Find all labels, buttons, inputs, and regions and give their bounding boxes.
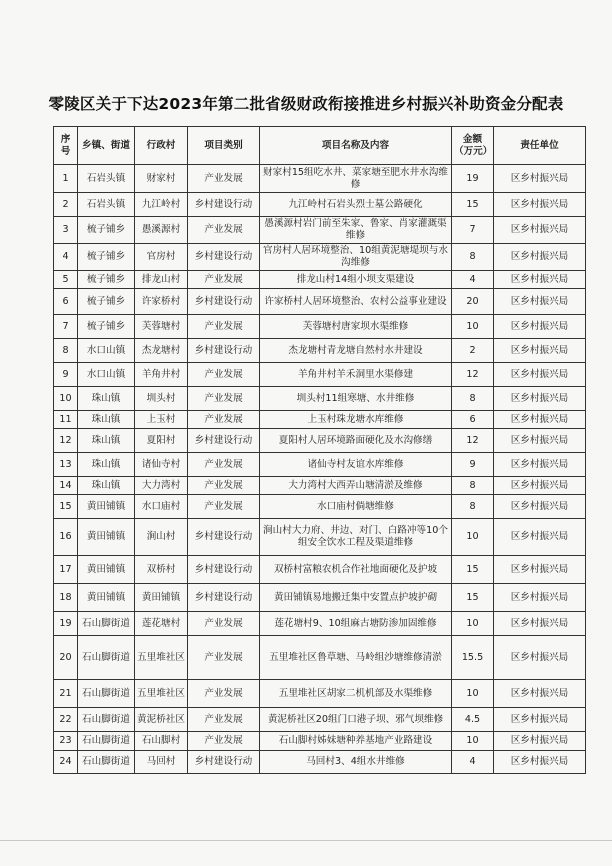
cell-unit: 区乡村振兴局 [494,387,586,411]
cell-amount: 7 [452,217,494,244]
cell-project: 九江岭村石岩头烈士墓公路硬化 [260,193,452,217]
cell-village: 涧山村 [135,519,188,556]
table-row [54,339,586,363]
cell-seq: 9 [54,363,78,387]
cell-project: 马回村3、4组水井维修 [260,751,452,774]
cell-seq: 20 [54,636,78,680]
cell-village: 莲花塘村 [135,612,188,636]
cell-unit: 区乡村振兴局 [494,519,586,556]
cell-unit: 区乡村振兴局 [494,556,586,584]
table-row [54,387,586,411]
cell-village: 羊角井村 [135,363,188,387]
cell-village: 芙蓉塘村 [135,315,188,339]
table-row [54,612,586,636]
cell-amount: 4 [452,271,494,289]
table-row [54,636,586,680]
header-category: 项目类别 [188,127,260,165]
cell-seq: 8 [54,339,78,363]
cell-category: 产业发展 [188,411,260,429]
cell-town: 梳子铺乡 [78,271,135,289]
cell-unit: 区乡村振兴局 [494,363,586,387]
cell-seq: 24 [54,751,78,774]
cell-unit: 区乡村振兴局 [494,165,586,193]
cell-amount: 10 [452,315,494,339]
cell-town: 珠山镇 [78,411,135,429]
cell-category: 乡村建设行动 [188,289,260,315]
cell-project: 芙蓉塘村唐家坝水渠维修 [260,315,452,339]
cell-category: 乡村建设行动 [188,584,260,612]
cell-village: 五里堆社区 [135,680,188,708]
cell-project: 黄田铺镇易地搬迁集中安置点护坡护砌 [260,584,452,612]
cell-amount: 8 [452,477,494,495]
cell-unit: 区乡村振兴局 [494,289,586,315]
cell-seq: 17 [54,556,78,584]
cell-town: 珠山镇 [78,429,135,453]
cell-category: 乡村建设行动 [188,339,260,363]
cell-village: 九江岭村 [135,193,188,217]
cell-category: 产业发展 [188,315,260,339]
cell-amount: 10 [452,732,494,751]
cell-project: 杰龙塘村青龙塘自然村水井建设 [260,339,452,363]
cell-project: 莲花塘村9、10组麻古塘防渗加固维修 [260,612,452,636]
cell-village: 上玉村 [135,411,188,429]
cell-amount: 4.5 [452,708,494,732]
cell-amount: 15 [452,193,494,217]
table-body [54,165,586,774]
cell-town: 梳子铺乡 [78,289,135,315]
table-row [54,217,586,244]
cell-seq: 6 [54,289,78,315]
cell-category: 产业发展 [188,165,260,193]
cell-project: 羊角井村羊禾洞里水渠修建 [260,363,452,387]
cell-town: 石岩头镇 [78,165,135,193]
cell-village: 排龙山村 [135,271,188,289]
table-row [54,495,586,519]
table-row [54,519,586,556]
cell-seq: 4 [54,244,78,271]
cell-town: 黄田铺镇 [78,519,135,556]
cell-amount: 2 [452,339,494,363]
cell-category: 乡村建设行动 [188,519,260,556]
header-amount: 金额（万元） [452,127,494,165]
cell-amount: 15 [452,584,494,612]
cell-town: 石山脚街道 [78,732,135,751]
cell-amount: 8 [452,244,494,271]
cell-town: 梳子铺乡 [78,244,135,271]
cell-project: 大力湾村大西弄山塘清淤及维修 [260,477,452,495]
cell-project: 愚溪源村岩门前至朱家、鲁家、肖家灌溉渠维修 [260,217,452,244]
cell-amount: 12 [452,429,494,453]
cell-project: 水口庙村倘塘维修 [260,495,452,519]
cell-category: 产业发展 [188,363,260,387]
cell-village: 水口庙村 [135,495,188,519]
cell-seq: 22 [54,708,78,732]
cell-amount: 10 [452,680,494,708]
cell-project: 五里堆社区胡家二机机部及水渠维修 [260,680,452,708]
cell-unit: 区乡村振兴局 [494,244,586,271]
cell-amount: 9 [452,453,494,477]
table-row [54,751,586,774]
cell-village: 夏阳村 [135,429,188,453]
cell-unit: 区乡村振兴局 [494,636,586,680]
cell-project: 许家桥村人居环境整治、农村公益事业建设 [260,289,452,315]
table-row [54,429,586,453]
cell-seq: 18 [54,584,78,612]
cell-town: 石岩头镇 [78,193,135,217]
cell-town: 石山脚街道 [78,680,135,708]
page-title: 零陵区关于下达2023年第二批省级财政衔接推进乡村振兴补助资金分配表 [48,95,564,113]
cell-unit: 区乡村振兴局 [494,315,586,339]
cell-village: 杰龙塘村 [135,339,188,363]
cell-seq: 23 [54,732,78,751]
cell-village: 马回村 [135,751,188,774]
cell-town: 黄田铺镇 [78,556,135,584]
cell-village: 五里堆社区 [135,636,188,680]
cell-project: 五里堆社区鲁草塘、马岭组沙塘维修清淤 [260,636,452,680]
cell-town: 石山脚街道 [78,636,135,680]
table-row [54,556,586,584]
allocation-table [53,126,586,774]
header-seq: 序号 [54,127,78,165]
cell-project: 上玉村珠龙塘水库维修 [260,411,452,429]
cell-amount: 20 [452,289,494,315]
cell-project: 夏阳村人居环境路面硬化及水沟修缮 [260,429,452,453]
cell-town: 珠山镇 [78,453,135,477]
cell-category: 产业发展 [188,453,260,477]
cell-seq: 13 [54,453,78,477]
cell-unit: 区乡村振兴局 [494,193,586,217]
cell-category: 产业发展 [188,387,260,411]
cell-seq: 3 [54,217,78,244]
cell-town: 石山脚街道 [78,612,135,636]
cell-category: 产业发展 [188,636,260,680]
cell-unit: 区乡村振兴局 [494,584,586,612]
table-row [54,193,586,217]
header-project: 项目名称及内容 [260,127,452,165]
cell-unit: 区乡村振兴局 [494,732,586,751]
cell-amount: 8 [452,495,494,519]
cell-category: 乡村建设行动 [188,556,260,584]
cell-seq: 7 [54,315,78,339]
cell-town: 黄田铺镇 [78,584,135,612]
header-village: 行政村 [135,127,188,165]
cell-amount: 12 [452,363,494,387]
cell-village: 石山脚村 [135,732,188,751]
cell-seq: 12 [54,429,78,453]
cell-unit: 区乡村振兴局 [494,477,586,495]
cell-seq: 11 [54,411,78,429]
cell-village: 愚溪源村 [135,217,188,244]
table-row [54,584,586,612]
table-row [54,708,586,732]
cell-project: 财家村15组吃水井、菜家塘至肥水井水沟维修 [260,165,452,193]
cell-category: 产业发展 [188,477,260,495]
cell-project: 黄泥桥社区20组门口港子坝、邪气坝维修 [260,708,452,732]
cell-town: 梳子铺乡 [78,217,135,244]
cell-amount: 15.5 [452,636,494,680]
cell-village: 财家村 [135,165,188,193]
cell-village: 许家桥村 [135,289,188,315]
table-row [54,165,586,193]
cell-town: 珠山镇 [78,387,135,411]
cell-category: 产业发展 [188,217,260,244]
cell-category: 产业发展 [188,732,260,751]
cell-amount: 6 [452,411,494,429]
cell-village: 双桥村 [135,556,188,584]
cell-unit: 区乡村振兴局 [494,708,586,732]
cell-village: 官房村 [135,244,188,271]
cell-category: 乡村建设行动 [188,244,260,271]
cell-category: 产业发展 [188,708,260,732]
table-row [54,453,586,477]
cell-unit: 区乡村振兴局 [494,495,586,519]
cell-seq: 16 [54,519,78,556]
cell-project: 圳头村11组寒塘、水井维修 [260,387,452,411]
header-unit: 责任单位 [494,127,586,165]
cell-project: 诸仙寺村友谊水库维修 [260,453,452,477]
cell-town: 石山脚街道 [78,751,135,774]
table-row [54,411,586,429]
cell-unit: 区乡村振兴局 [494,612,586,636]
cell-unit: 区乡村振兴局 [494,680,586,708]
cell-town: 水口山镇 [78,339,135,363]
table-header-row [54,127,586,165]
bottom-rule [0,840,612,841]
cell-village: 大力湾村 [135,477,188,495]
table-row [54,271,586,289]
table-row [54,732,586,751]
cell-town: 石山脚街道 [78,708,135,732]
cell-seq: 14 [54,477,78,495]
cell-unit: 区乡村振兴局 [494,429,586,453]
cell-amount: 10 [452,612,494,636]
cell-project: 石山脚村姊妹塘种养基地产业路建设 [260,732,452,751]
cell-seq: 10 [54,387,78,411]
cell-amount: 10 [452,519,494,556]
cell-unit: 区乡村振兴局 [494,271,586,289]
cell-town: 梳子铺乡 [78,315,135,339]
header-town: 乡镇、街道 [78,127,135,165]
cell-category: 乡村建设行动 [188,751,260,774]
cell-category: 产业发展 [188,271,260,289]
cell-unit: 区乡村振兴局 [494,751,586,774]
cell-town: 水口山镇 [78,363,135,387]
cell-category: 产业发展 [188,495,260,519]
cell-project: 官房村人居环境整治、10组黄泥塘堤坝与水沟维修 [260,244,452,271]
cell-seq: 21 [54,680,78,708]
cell-town: 黄田铺镇 [78,495,135,519]
table-row [54,477,586,495]
cell-amount: 8 [452,387,494,411]
table-row [54,680,586,708]
cell-village: 黄田铺镇 [135,584,188,612]
table-row [54,363,586,387]
cell-village: 黄泥桥社区 [135,708,188,732]
cell-unit: 区乡村振兴局 [494,217,586,244]
cell-project: 排龙山村14组小坝支渠建设 [260,271,452,289]
cell-category: 乡村建设行动 [188,429,260,453]
cell-unit: 区乡村振兴局 [494,339,586,363]
cell-unit: 区乡村振兴局 [494,411,586,429]
cell-category: 产业发展 [188,680,260,708]
table-row [54,289,586,315]
table-row [54,315,586,339]
cell-village: 诸仙寺村 [135,453,188,477]
cell-project: 涧山村大力府、井边、对门、白路冲等10个组安全饮水工程及渠道维修 [260,519,452,556]
cell-project: 双桥村富粮农机合作社地面硬化及护坡 [260,556,452,584]
cell-amount: 4 [452,751,494,774]
cell-amount: 19 [452,165,494,193]
cell-category: 产业发展 [188,612,260,636]
cell-seq: 15 [54,495,78,519]
cell-category: 乡村建设行动 [188,193,260,217]
cell-seq: 2 [54,193,78,217]
table-row [54,244,586,271]
cell-seq: 19 [54,612,78,636]
cell-seq: 1 [54,165,78,193]
cell-village: 圳头村 [135,387,188,411]
cell-seq: 5 [54,271,78,289]
cell-unit: 区乡村振兴局 [494,453,586,477]
cell-town: 珠山镇 [78,477,135,495]
cell-amount: 15 [452,556,494,584]
